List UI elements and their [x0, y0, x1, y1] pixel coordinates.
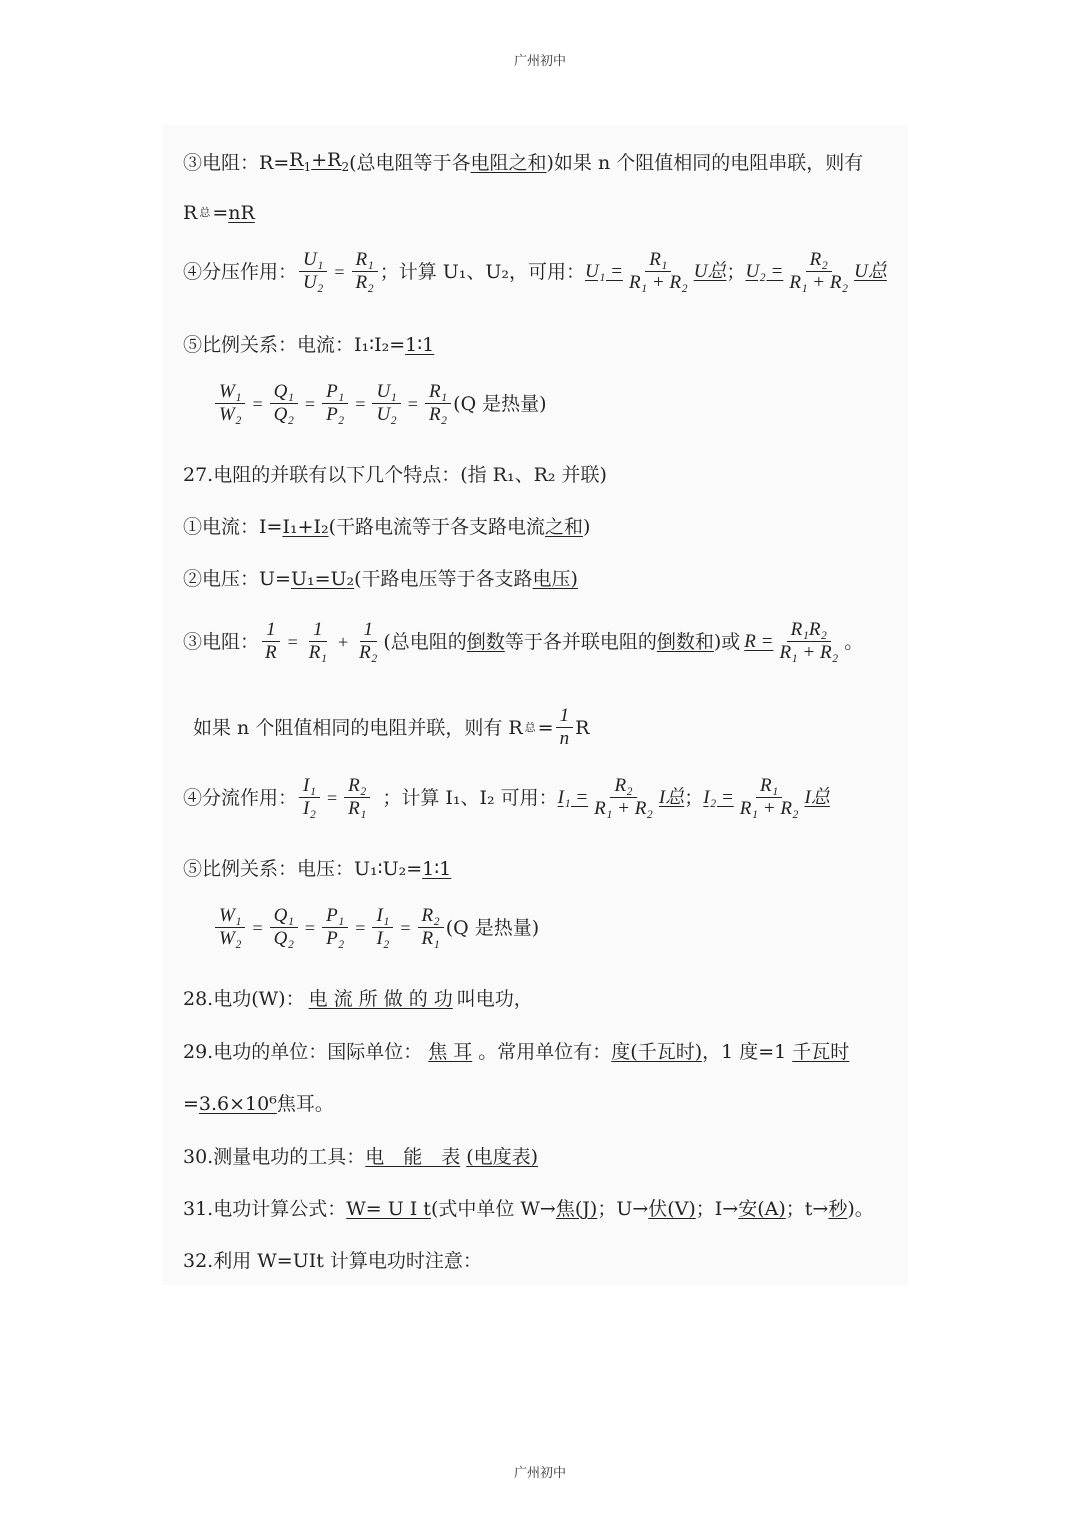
- underlined-term: (电度表): [466, 1146, 539, 1168]
- parallel-current-line: [183, 515, 590, 539]
- formula-term: U总: [693, 260, 727, 282]
- underlined-term: 电压): [532, 568, 578, 590]
- page-footer: 广州初中: [513, 1466, 566, 1481]
- underlined-term: 1∶1: [422, 858, 452, 880]
- series-resistance-line: [183, 148, 863, 179]
- page-header: 广州初中: [513, 54, 566, 69]
- fraction: $\frac{\text{Q₁}}{\text{Q₂}}$: [270, 382, 298, 425]
- underlined-term: 1∶1: [405, 334, 435, 356]
- text: ，1 度=1: [702, 1041, 787, 1063]
- equals: =: [304, 393, 316, 414]
- text: 如果 n 个阻值相同的电阻并联，则有 R: [193, 716, 523, 739]
- underlined-term: 之和: [545, 516, 584, 538]
- fraction: $\frac{\text{R₁}}{\text{R₂}}$: [425, 382, 451, 425]
- text: R=: [259, 152, 290, 175]
- underlined-term: I₁+I₂: [282, 516, 329, 538]
- text: (总电阻的: [383, 630, 467, 653]
- electric-work-units: [183, 1040, 849, 1064]
- underlined-term: 伏(V): [648, 1198, 696, 1220]
- current-division-line: [183, 776, 830, 819]
- fraction: $\frac{1}{n}$: [556, 706, 574, 749]
- fraction: $\frac{\text{I₁}}{\text{I₂}}$: [299, 776, 320, 819]
- text: )。: [847, 1198, 874, 1220]
- equals: =: [252, 917, 263, 938]
- text: ；计算 I₁、I₂ 可用：: [382, 786, 558, 809]
- text: ): [583, 516, 591, 538]
- fraction: $\frac{\text{R₂}}{\text{R₁ + R₂}}$: [594, 775, 653, 819]
- fraction: $\frac{\text{U₁}}{\text{U₂}}$: [372, 382, 400, 425]
- underlined-term: U₁=U₂: [290, 568, 355, 590]
- underlined-term: W= U I t: [346, 1198, 431, 1220]
- subscript: 总: [524, 720, 536, 734]
- fraction: $\frac{\text{U₁}}{\text{U₂}}$: [299, 250, 327, 293]
- formula-term: U₁ =: [585, 260, 623, 282]
- fraction: $\frac{\text{P₁}}{\text{P₂}}$: [322, 906, 348, 949]
- text: ④分压作用：: [183, 260, 298, 283]
- formula-term: I总: [804, 786, 830, 808]
- work-formula-line: [183, 1197, 874, 1221]
- parallel-n-line: [193, 706, 589, 749]
- text: 30.测量电功的工具：: [183, 1146, 366, 1168]
- equals: =: [400, 917, 411, 938]
- text: ③电阻：: [183, 152, 260, 175]
- parallel-heading: [183, 463, 607, 487]
- text: ；: [684, 786, 704, 809]
- text: (干路电流等于各支路电流: [328, 516, 546, 538]
- text: 焦耳。: [276, 1093, 334, 1115]
- text: ④分流作用：: [183, 786, 298, 809]
- underlined-term: 电 流 所 做 的 功: [308, 988, 453, 1010]
- fraction: $\frac{\text{R₂}}{\text{R₁ + R₂}}$: [789, 249, 849, 293]
- equals: =: [355, 393, 366, 414]
- equals: =: [334, 261, 345, 282]
- text: =: [212, 202, 229, 224]
- text: =: [183, 1093, 199, 1115]
- text: 29.电功的单位：国际单位：: [183, 1041, 423, 1063]
- text: =: [537, 716, 554, 739]
- formula-term: I₂ =: [703, 786, 734, 808]
- text: ；U→: [597, 1198, 649, 1220]
- fraction: $\frac{1}{R}$: [261, 620, 281, 663]
- fraction: $\frac{\text{R₁}}{\text{R₂}}$: [352, 250, 378, 293]
- underlined-term: 倒数和: [656, 630, 714, 653]
- text: 叫电功，: [456, 988, 533, 1010]
- formula-term: U总: [854, 260, 887, 282]
- underlined-term: nR: [228, 202, 255, 224]
- formula-underlined: $R_1+R_2$: [289, 149, 350, 174]
- text: ⑤比例关系：电流：I₁∶I₂=: [183, 334, 406, 356]
- text: 等于各并联电阻的: [504, 630, 657, 653]
- formula-term: I₁ =: [557, 786, 589, 808]
- text: ①电流：I=: [183, 516, 283, 538]
- text: (Q 是热量): [445, 916, 540, 939]
- underlined-term: 电阻之和: [470, 152, 547, 175]
- text: 。: [844, 630, 864, 653]
- fraction: $\frac{\text{R₁}}{\text{R₁ + R₂}}$: [628, 249, 688, 293]
- underlined-term: 焦(J): [555, 1198, 598, 1220]
- fraction: $\frac{\text{R₂}}{\text{R₁}}$: [418, 906, 444, 949]
- series-total-line: [183, 201, 255, 225]
- series-ratio-formula: [213, 382, 547, 425]
- underlined-term: 焦 耳: [428, 1041, 473, 1063]
- fraction: $\frac{\text{P₁}}{\text{P₂}}$: [322, 382, 348, 425]
- fraction: $\frac{\text{Q₁}}{\text{Q₂}}$: [270, 906, 298, 949]
- underlined-term: 千瓦时: [792, 1041, 850, 1063]
- text: ；计算 U₁、U₂，可用：: [379, 260, 586, 283]
- text: (式中单位 W→: [430, 1198, 556, 1220]
- text: ；I→: [695, 1198, 739, 1220]
- text: ；t→: [785, 1198, 829, 1220]
- equals: =: [355, 917, 366, 938]
- equals: =: [304, 917, 316, 938]
- parallel-ratio-formula: [213, 906, 539, 949]
- subscript: 总: [199, 206, 211, 219]
- text: )或: [713, 630, 741, 653]
- parallel-resistance-line: [183, 620, 863, 663]
- note-heading: [183, 1249, 482, 1273]
- parallel-ratio-line: [183, 857, 465, 881]
- equals: =: [326, 787, 338, 808]
- fraction: $\frac{\text{W₁}}{\text{W₂}}$: [215, 382, 245, 425]
- formula-term: I总: [658, 786, 685, 808]
- text: 28.电功(W)：: [183, 988, 305, 1010]
- fraction: $\frac{\text{W₁}}{\text{W₂}}$: [215, 906, 245, 949]
- fraction: $\frac{\text{R₁}}{\text{R₁ + R₂}}$: [739, 775, 799, 819]
- text: (总电阻等于各: [349, 152, 471, 175]
- fraction: $\frac{\text{I₁}}{\text{I₂}}$: [372, 906, 393, 949]
- text: ③电阻：: [183, 630, 260, 653]
- fraction: $\frac{\text{R₂}}{\text{R₁}}$: [344, 776, 370, 819]
- underlined-term: 3.6×10⁶: [198, 1093, 277, 1115]
- text: ②电压：U=: [183, 568, 291, 590]
- text: )如果 n 个阻值相同的电阻串联，则有: [546, 152, 864, 175]
- text: 32.利用 W=UIt 计算电功时注意：: [183, 1250, 482, 1272]
- formula-term: R =: [744, 630, 774, 652]
- underlined-term: 秒: [828, 1198, 848, 1220]
- fraction: $\frac{\text{R₁R₂}}{\text{R₁ + R₂}}$: [779, 619, 839, 663]
- fraction: $\frac{1}{\text{R₂}}$: [359, 619, 378, 663]
- equals: =: [407, 393, 418, 414]
- formula-term: U₂ =: [745, 260, 784, 282]
- underlined-term: 倒数: [466, 630, 505, 653]
- equals: =: [287, 631, 298, 652]
- plus: +: [338, 631, 349, 652]
- text: (干路电压等于各支路: [354, 568, 533, 590]
- parallel-voltage-line: [183, 567, 578, 591]
- text: ⑤比例关系：电压：U₁∶U₂=: [183, 858, 423, 880]
- underlined-term: 电 能 表: [365, 1146, 461, 1168]
- measuring-tool-line: [183, 1145, 538, 1169]
- text: 27.电阻的并联有以下几个特点：(指 R₁、R₂ 并联): [183, 464, 607, 486]
- text: ；: [726, 260, 746, 283]
- voltage-division-line: [183, 250, 887, 293]
- underlined-term: 安(A): [738, 1198, 786, 1220]
- series-ratio-line: [183, 333, 448, 357]
- text: (Q 是热量): [453, 392, 547, 415]
- equals: =: [252, 393, 263, 414]
- text: R: [183, 202, 198, 224]
- electric-work-definition: [183, 987, 533, 1011]
- text: R: [575, 716, 590, 739]
- underlined-term: 度(千瓦时): [611, 1041, 703, 1063]
- text: 。常用单位有：: [478, 1041, 612, 1063]
- fraction: $\frac{1}{\text{R₁}}$: [308, 619, 327, 663]
- text: 31.电功计算公式：: [183, 1198, 347, 1220]
- unit-conversion-line: [183, 1092, 334, 1116]
